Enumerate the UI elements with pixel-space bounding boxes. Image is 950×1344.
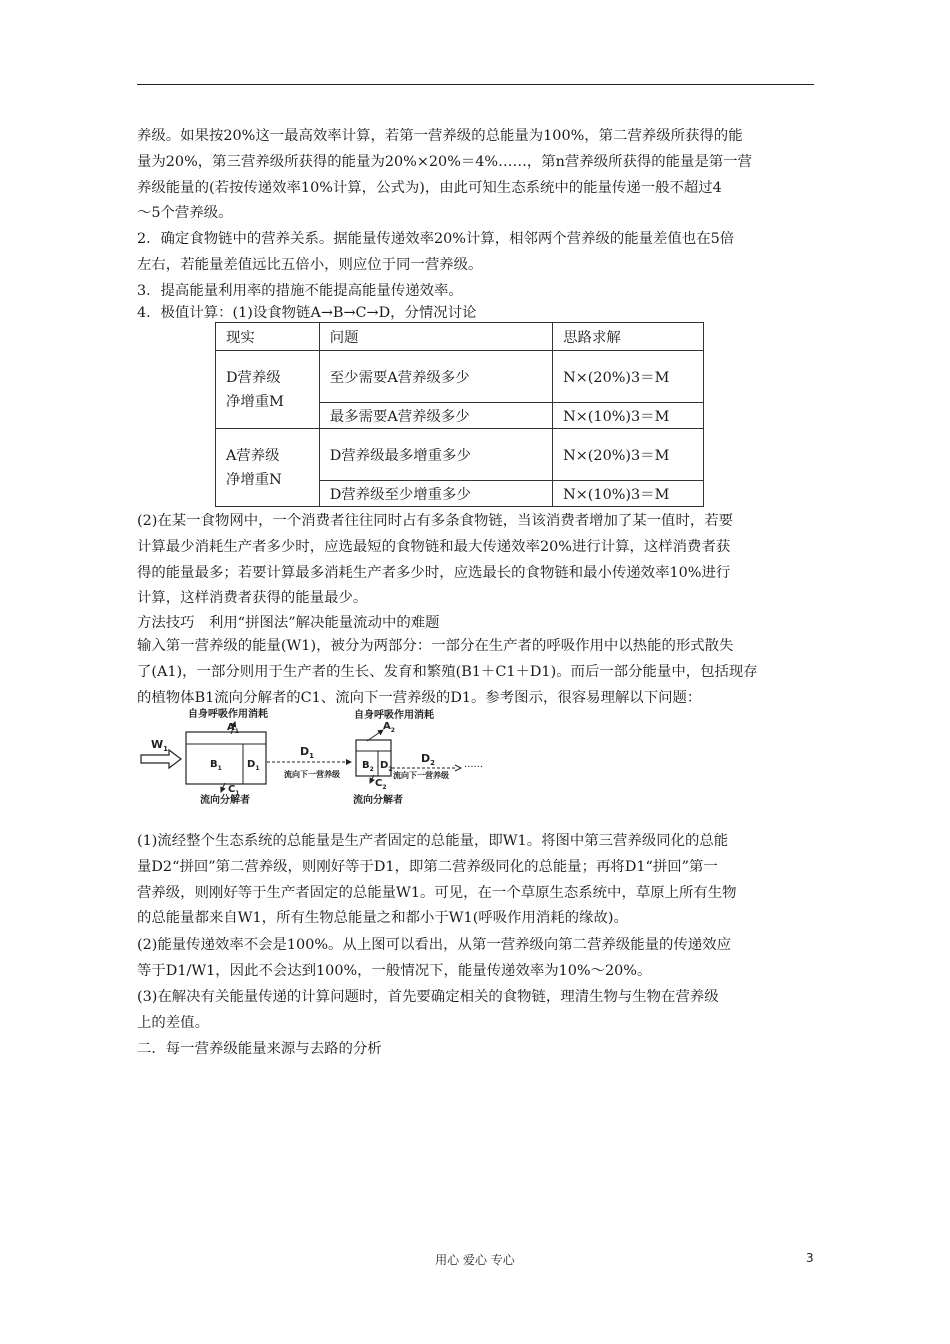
header-cell-question: 问题 [319, 323, 552, 351]
a2-label: $A_2$ [383, 721, 395, 734]
energy-flow-diagram [137, 706, 497, 814]
decomposer-label-2: 流向分解者 [353, 795, 403, 806]
c2-label: $C_2$ [375, 778, 387, 791]
decomposer-label: 流向分解者 [200, 795, 250, 806]
text-line: (2)能量传递效率不会是100%。从上图可以看出，从第一营养级向第二营养级能量的传递效应 [137, 937, 731, 953]
text-line: 量D2“拼回”第二营养级，则刚好等于D1，即第二营养级同化的总能量；再将D1“拼回”第一 [137, 858, 718, 875]
solution-cell: N×(10%)3＝M [553, 403, 704, 429]
input-arrow [141, 750, 181, 768]
text-line: 二．每一营养级能量来源与去路的分析 [137, 1041, 382, 1057]
question-cell: D营养级最多增重多少 [319, 429, 552, 481]
header-rule [137, 84, 814, 85]
respiration-label: 自身呼吸作用消耗 [188, 709, 268, 720]
text-line: (1)流经整个生态系统的总能量是生产者固定的总能量，即W1。将图中第三营养级同化的总能 [137, 833, 729, 849]
point-2 [137, 227, 815, 279]
next-level-label-2: 流向下一营养级 [393, 771, 449, 780]
question-cell: 至少需要A营养级多少 [319, 351, 552, 403]
text-line: 了(A1)，一部分则用于生产者的生长、发育和繁殖(B1＋C1＋D1)。而后一部分能量中，包括现存 [137, 663, 758, 680]
text-line: 左右，若能量差值远比五倍小，则应位于同一营养级。 [137, 256, 483, 273]
solution-cell: N×(10%)3＝M [553, 481, 704, 507]
text-line: 得的能量最多；若要计算最多消耗生产者多少时，应选最长的食物链和最小传递效率10%进行 [137, 564, 731, 581]
text-line: 量为20%，第三营养级所获得的能量为20%×20%＝4%……，第n营养级所获得的能量是第一营 [137, 153, 753, 170]
solution-cell: N×(20%)3＝M [553, 351, 704, 403]
reality-cell [216, 429, 320, 507]
text-line: 方法技巧 利用“拼图法”解决能量流动中的难题 [137, 615, 440, 631]
d1-box-label: $D_1$ [247, 759, 260, 772]
section-2-heading [137, 1037, 815, 1063]
text-line: 上的差值。 [137, 1014, 209, 1031]
text-line: (3)在解决有关能量传递的计算问题时，首先要确定相关的食物链，理清生物与生物在营养级 [137, 989, 719, 1005]
paragraph-efficiency [137, 124, 815, 227]
c1-label: $C_1$ [228, 784, 240, 797]
page-footer: 用心 爱心 专心 [435, 1253, 515, 1267]
answer-2 [137, 933, 815, 985]
a2-arrow [367, 730, 383, 741]
text-line: 4．极值计算：(1)设食物链A→B→C→D，分情况讨论 [137, 305, 477, 321]
header-cell-solution: 思路求解 [553, 323, 704, 351]
solution-cell: N×(20%)3＝M [553, 429, 704, 481]
reality-line: D营养级 [226, 369, 281, 386]
b1-label: $B_1$ [210, 759, 222, 772]
page-number: 3 [806, 1251, 814, 1265]
w1-label: $W_1$ [151, 738, 169, 753]
a1-label: $A_1$ [227, 722, 239, 735]
text-line: 的总能量都来自W1，所有生物总能量之和都小于W1(呼吸作用消耗的缘故)。 [137, 910, 628, 927]
next-level-label: 流向下一营养级 [284, 770, 340, 779]
text-line: 输入第一营养级的能量(W1)，被分为两部分：一部分在生产者的呼吸作用中以热能的形式散失 [137, 638, 734, 654]
d2-arrow-head [455, 765, 461, 771]
d1-flow-label: $D_1$ [300, 745, 315, 760]
text-line: 计算，这样消费者获得的能量最少。 [137, 590, 368, 607]
question-cell: 最多需要A营养级多少 [319, 403, 552, 429]
d2-flow-label: $D_2$ [421, 752, 436, 767]
text-line: 2．确定食物链中的营养关系。据能量传递效率20%计算，相邻两个营养级的能量差值也在5倍 [137, 231, 735, 247]
text-line: ～5个营养级。 [137, 205, 233, 222]
b2-label: $B_2$ [362, 760, 374, 773]
text-line: 3．提高能量利用率的措施不能提高能量传递效率。 [137, 283, 463, 299]
d2-box-label: $D_2$ [380, 760, 393, 773]
text-line: 等于D1/W1，因此不会达到100%，一般情况下，能量传递效率为10%～20%。 [137, 962, 652, 979]
reality-cell [216, 351, 320, 429]
text-line: 养级。如果按20%这一最高效率计算，若第一营养级的总能量为100%，第二营养级所获得的能 [137, 128, 743, 144]
text-line: (2)在某一食物网中，一个消费者往往同时占有多条食物链，当该消费者增加了某一值时，若要 [137, 513, 734, 529]
text-line: 的植物体B1流向分解者的C1、流向下一营养级的D1。参考图示，很容易理解以下问题： [137, 689, 702, 706]
answer-1 [137, 829, 815, 932]
table-row [216, 351, 704, 403]
point-4-2 [137, 509, 815, 612]
method-paragraph [137, 634, 815, 711]
producer-box [186, 732, 266, 784]
header-cell-reality: 现实 [216, 323, 320, 351]
text-line: 养级能量的(若按传递效率10%计算，公式为)，由此可知生态系统中的能量传递一般不超过4 [137, 179, 722, 196]
ellipsis: ······ [464, 762, 484, 773]
question-cell: D营养级至少增重多少 [319, 481, 552, 507]
table-row [216, 429, 704, 481]
table-header-row [216, 323, 704, 351]
respiration-label-2: 自身呼吸作用消耗 [354, 710, 434, 721]
text-line: 计算最少消耗生产者多少时，应选最短的食物链和最大传递效率20%进行计算，这样消费者获 [137, 538, 731, 555]
reality-line: 净增重M [226, 393, 284, 410]
text-line: 营养级，则刚好等于生产者固定的总能量W1。可见，在一个草原生态系统中，草原上所有生物 [137, 884, 737, 901]
answer-3 [137, 985, 815, 1037]
extreme-value-table [215, 322, 704, 507]
reality-line: A营养级 [226, 447, 280, 464]
reality-line: 净增重N [226, 471, 282, 488]
method-heading [137, 611, 815, 637]
